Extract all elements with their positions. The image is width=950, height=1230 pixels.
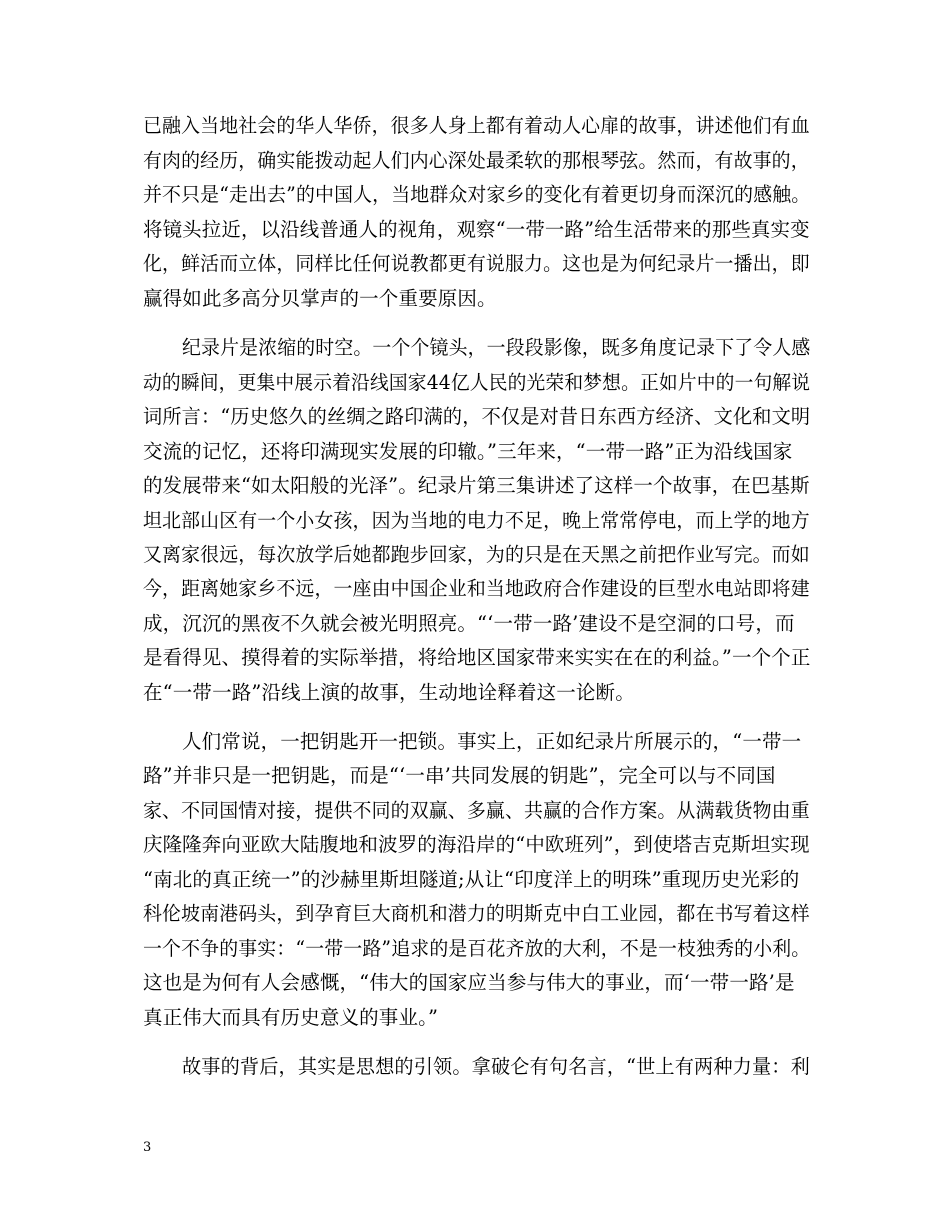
text-line: 路”并非只是一把钥匙，而是“‘一串’共同发展的钥匙”，完全可以与不同国 — [143, 764, 776, 787]
text-line: 化，鲜活而立体，同样比任何说教都更有说服力。这也是为何纪录片一播出，即 — [143, 252, 810, 275]
text-line: 的发展带来“如太阳般的光泽”。纪录片第三集讲述了这样一个故事，在巴基斯 — [143, 474, 810, 497]
text-line: 家、不同国情对接，提供不同的双赢、多赢、共赢的合作方案。从满载货物由重 — [143, 799, 810, 822]
text-line: 科伦坡南港码头，到孕育巨大商机和潜力的明斯克中白工业园，都在书写着这样 — [143, 902, 810, 925]
text-line: 赢得如此多高分贝掌声的一个重要原因。 — [143, 287, 497, 310]
text-line: 动的瞬间，更集中展示着沿线国家44亿人民的光荣和梦想。正如片中的一句解说 — [143, 371, 811, 394]
text-line: 这也是为何有人会感慨，“伟大的国家应当参与伟大的事业，而‘一带一路’是 — [143, 971, 795, 994]
text-line: 又离家很远，每次放学后她都跑步回家，为的只是在天黑之前把作业写完。而如 — [143, 543, 810, 566]
text-line: 在“一带一路”沿线上演的故事，生动地诠释着这一论断。 — [143, 681, 635, 704]
text-line: 交流的记忆，还将印满现实发展的印辙。”三年来，“一带一路”正为沿线国家 — [143, 440, 793, 463]
text-line: 将镜头拉近，以沿线普通人的视角，观察“一带一路”给生活带来的那些真实变 — [143, 218, 810, 241]
page-number: 3 — [143, 1140, 152, 1155]
text-line: 词所言：“历史悠久的丝绸之路印满的，不仅是对昔日东西方经济、文化和文明 — [143, 405, 811, 428]
text-line: 人们常说，一把钥匙开一把锁。事实上，正如纪录片所展示的，“一带一 — [182, 730, 802, 753]
text-line: 真正伟大而具有历史意义的事业。” — [143, 1006, 439, 1029]
text-line: 有肉的经历，确实能拨动起人们内心深处最柔软的那根琴弦。然而，有故事的， — [143, 149, 810, 172]
text-line: 纪录片是浓缩的时空。一个个镜头，一段段影像，既多角度记录下了令人感 — [182, 336, 811, 359]
text-line: 并不只是“走出去”的中国人，当地群众对家乡的变化有着更切身而深沉的感触。 — [143, 183, 811, 206]
text-line: 庆隆隆奔向亚欧大陆腹地和波罗的海沿岸的“中欧班列”，到使塔吉克斯坦实现 — [143, 833, 810, 856]
text-line: 成，沉沉的黑夜不久就会被光明照亮。“‘一带一路’建设不是空洞的口号，而 — [143, 612, 795, 635]
text-line: 故事的背后，其实是思想的引领。拿破仑有句名言，“世上有两种力量：利 — [182, 1055, 810, 1078]
text-line: 坦北部山区有一个小女孩，因为当地的电力不足，晚上常常停电，而上学的地方 — [143, 509, 810, 532]
text-line: 是看得见、摸得着的实际举措，将给地区国家带来实实在在的利益。”一个个正 — [143, 646, 811, 669]
text-line: “南北的真正统一”的沙赫里斯坦隧道;从让“印度洋上的明珠”重现历史光彩的 — [143, 868, 800, 891]
text-line: 一个不争的事实：“一带一路”追求的是百花齐放的大利，不是一枝独秀的小利。 — [143, 937, 811, 960]
text-line: 今，距离她家乡不远，一座由中国企业和当地政府合作建设的巨型水电站即将建 — [143, 577, 810, 600]
text-line: 已融入当地社会的华人华侨，很多人身上都有着动人心扉的故事，讲述他们有血 — [143, 114, 810, 137]
